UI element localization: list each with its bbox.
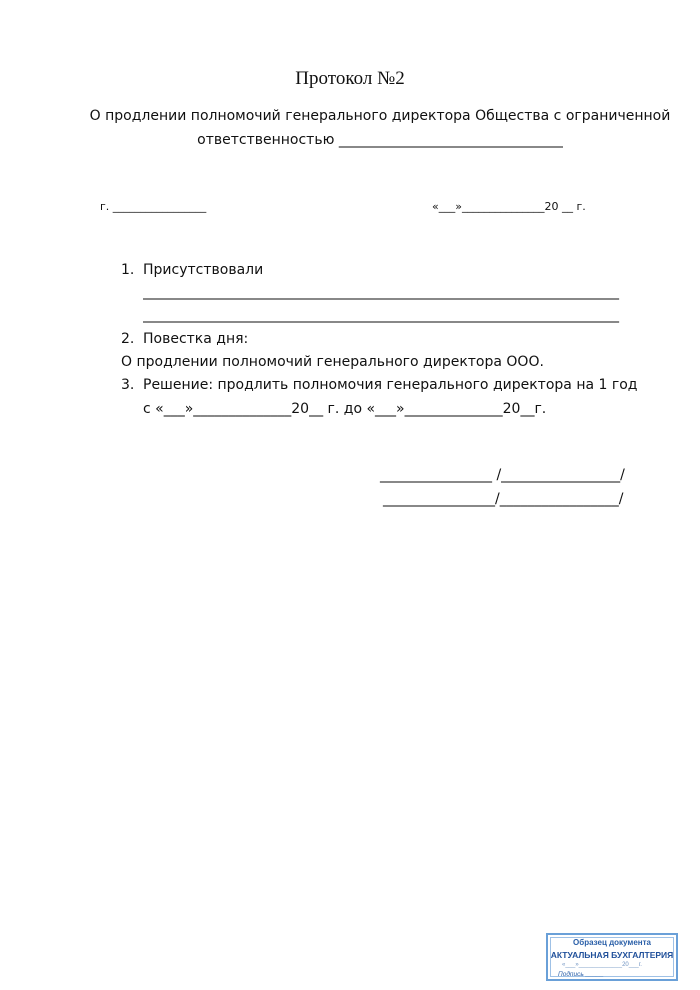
list-label: Присутствовали (143, 262, 264, 278)
list-number: 1. (121, 262, 135, 278)
list-label: Повестка дня: (143, 331, 249, 347)
list-label: Решение: продлить полномочия генерального директора на 1 год (143, 377, 638, 393)
stamp-line-3: «___»_____________20___г. (562, 962, 642, 968)
signature-line-1: ________________ /_________________/ (380, 467, 625, 483)
stamp-line-1: Образец документа (573, 938, 651, 947)
list-number: 2. (121, 331, 135, 347)
list-number: 3. (121, 377, 135, 393)
subject-line-2: ответственностью ________________________________ (197, 132, 563, 148)
agenda-text: О продлении полномочий генерального директора ООО. (121, 354, 544, 370)
term-text: с «___»______________20__ г. до «___»______________20__г. (143, 401, 547, 417)
sample-stamp (546, 933, 678, 981)
signature-line-2: ________________/_________________/ (383, 491, 624, 507)
list-item-present (121, 262, 263, 278)
document-subject (60, 104, 700, 152)
attendees-line-2: ____________________________________________________________________ (143, 307, 619, 323)
date-field: «___»_______________20 __ г. (432, 200, 586, 213)
document-title: Протокол №2 (295, 68, 405, 89)
subject-line-1: О продлении полномочий генерального директора Общества с ограниченной (89, 108, 671, 124)
attendees-line-1: ____________________________________________________________________ (143, 284, 619, 300)
stamp-line-2: АКТУАЛЬНАЯ БУХГАЛТЕРИЯ (550, 950, 674, 960)
list-item-decision (121, 377, 637, 393)
list-item-agenda (121, 331, 248, 347)
stamp-line-4: Подпись _____ (558, 971, 604, 978)
city-field: г. _________________ (100, 200, 207, 213)
